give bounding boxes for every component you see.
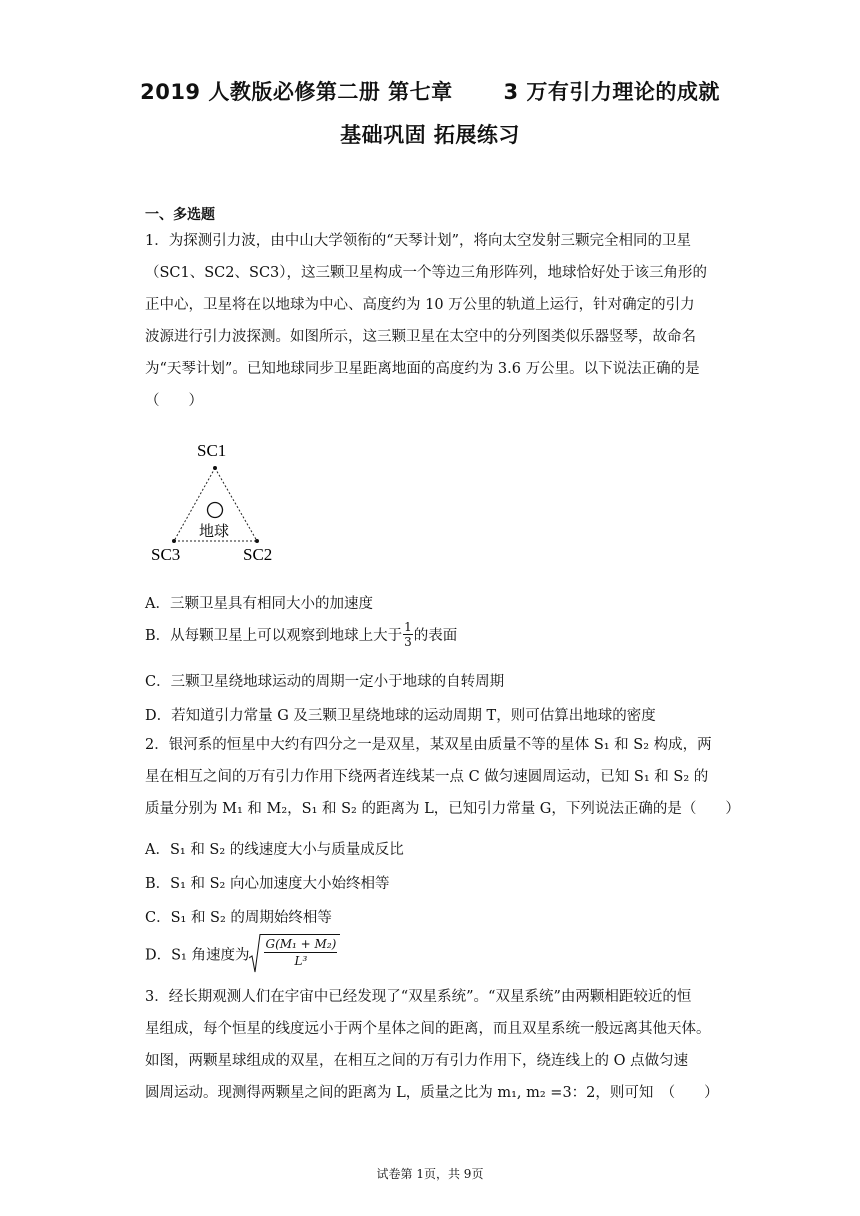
sc1-dot xyxy=(213,466,217,470)
earth-circle xyxy=(208,503,223,518)
sqrt-expression xyxy=(249,934,340,974)
fraction-one-third xyxy=(403,620,413,649)
sc2-dot xyxy=(255,539,259,543)
question-1-text xyxy=(145,225,720,417)
question-line: 3．经长期观测人们在宇宙中已经发现了“双星系统”。“双星系统”由两颗相距较近的恒 xyxy=(145,989,692,1005)
q1-option-a: A．三颗卫星具有相同大小的加速度 xyxy=(145,596,373,612)
option-text: 的表面 xyxy=(413,628,458,644)
question-line: 为“天琴计划”。已知地球同步卫星距离地面的高度约为 3.6 万公里。以下说法正确的是 xyxy=(145,361,700,377)
question-line: （SC1、SC2、SC3），这三颗卫星构成一个等边三角形阵列，地球恰好处于该三角形的 xyxy=(145,265,708,281)
q1-option-b xyxy=(145,620,457,649)
section-heading: 一、多选题 xyxy=(145,207,215,223)
sc1-label: SC1 xyxy=(197,441,227,460)
question-line: 星组成，每个恒星的线度远小于两个星体之间的距离，而且双星系统一般远离其他天体。 xyxy=(145,1021,711,1037)
question-line: 星在相互之间的万有引力作用下绕两者连线某一点 C 做匀速圆周运动，已知 S₁ 和 S₂ 的 xyxy=(145,769,709,785)
sc2-label: SC2 xyxy=(243,545,273,564)
q1-option-d: D．若知道引力常量 G 及三颗卫星绕地球的运动周期 T，则可估算出地球的密度 xyxy=(145,708,656,724)
question-2-text xyxy=(145,729,740,825)
radical-sign-icon xyxy=(249,934,261,974)
question-line: （ ） xyxy=(145,393,203,409)
q2-option-d xyxy=(145,934,340,974)
fraction-denominator: 3 xyxy=(404,635,412,649)
q2-option-c: C．S₁ 和 S₂ 的周期始终相等 xyxy=(145,910,332,926)
fraction-denominator: L³ xyxy=(294,954,308,968)
sc3-dot xyxy=(172,539,176,543)
sqrt-radicand xyxy=(261,934,340,974)
option-text: B．从每颗卫星上可以观察到地球上大于 xyxy=(145,628,403,644)
option-text: D．S₁ 角速度为 xyxy=(145,947,250,964)
page-subtitle: 基础巩固 拓展练习 xyxy=(340,123,520,147)
question-line: 圆周运动。现测得两颗星之间的距离为 L，质量之比为 m₁, m₂ =3：2，则可知 （ ） xyxy=(145,1085,719,1101)
question-3-text xyxy=(145,981,720,1109)
fraction-numerator: 1 xyxy=(404,620,412,634)
q1-option-c: C．三颗卫星绕地球运动的周期一定小于地球的自转周期 xyxy=(145,674,505,690)
question-line: 波源进行引力波探测。如图所示，这三颗卫星在太空中的分列图类似乐器竖琴，故命名 xyxy=(145,329,696,345)
question-line: 质量分别为 M₁ 和 M₂，S₁ 和 S₂ 的距离为 L，已知引力常量 G，下列说法正确的是（ ） xyxy=(145,801,740,817)
question-line: 2．银河系的恒星中大约有四分之一是双星，某双星由质量不等的星体 S₁ 和 S₂ 构成，两 xyxy=(145,737,712,753)
q2-option-a: A．S₁ 和 S₂ 的线速度大小与质量成反比 xyxy=(145,842,404,858)
page-title: 2019 人教版必修第二册 第七章 3 万有引力理论的成就 xyxy=(140,80,720,104)
fraction-numerator: G(M₁ + M₂) xyxy=(265,937,337,951)
page-footer: 试卷第 1页，共 9页 xyxy=(376,1167,484,1181)
sc3-label: SC3 xyxy=(151,545,181,564)
question-line: 1．为探测引力波，由中山大学领衔的“天琴计划”，将向太空发射三颗完全相同的卫星 xyxy=(145,233,692,249)
question-line: 如图，两颗星球组成的双星，在相互之间的万有引力作用下，绕连线上的 O 点做匀速 xyxy=(145,1053,689,1069)
q2-option-b: B．S₁ 和 S₂ 向心加速度大小始终相等 xyxy=(145,876,390,892)
question-line: 正中心，卫星将在以地球为中心、高度约为 10 万公里的轨道上运行，针对确定的引力 xyxy=(145,297,695,313)
satellite-triangle-figure xyxy=(145,435,285,570)
earth-label: 地球 xyxy=(199,522,230,540)
